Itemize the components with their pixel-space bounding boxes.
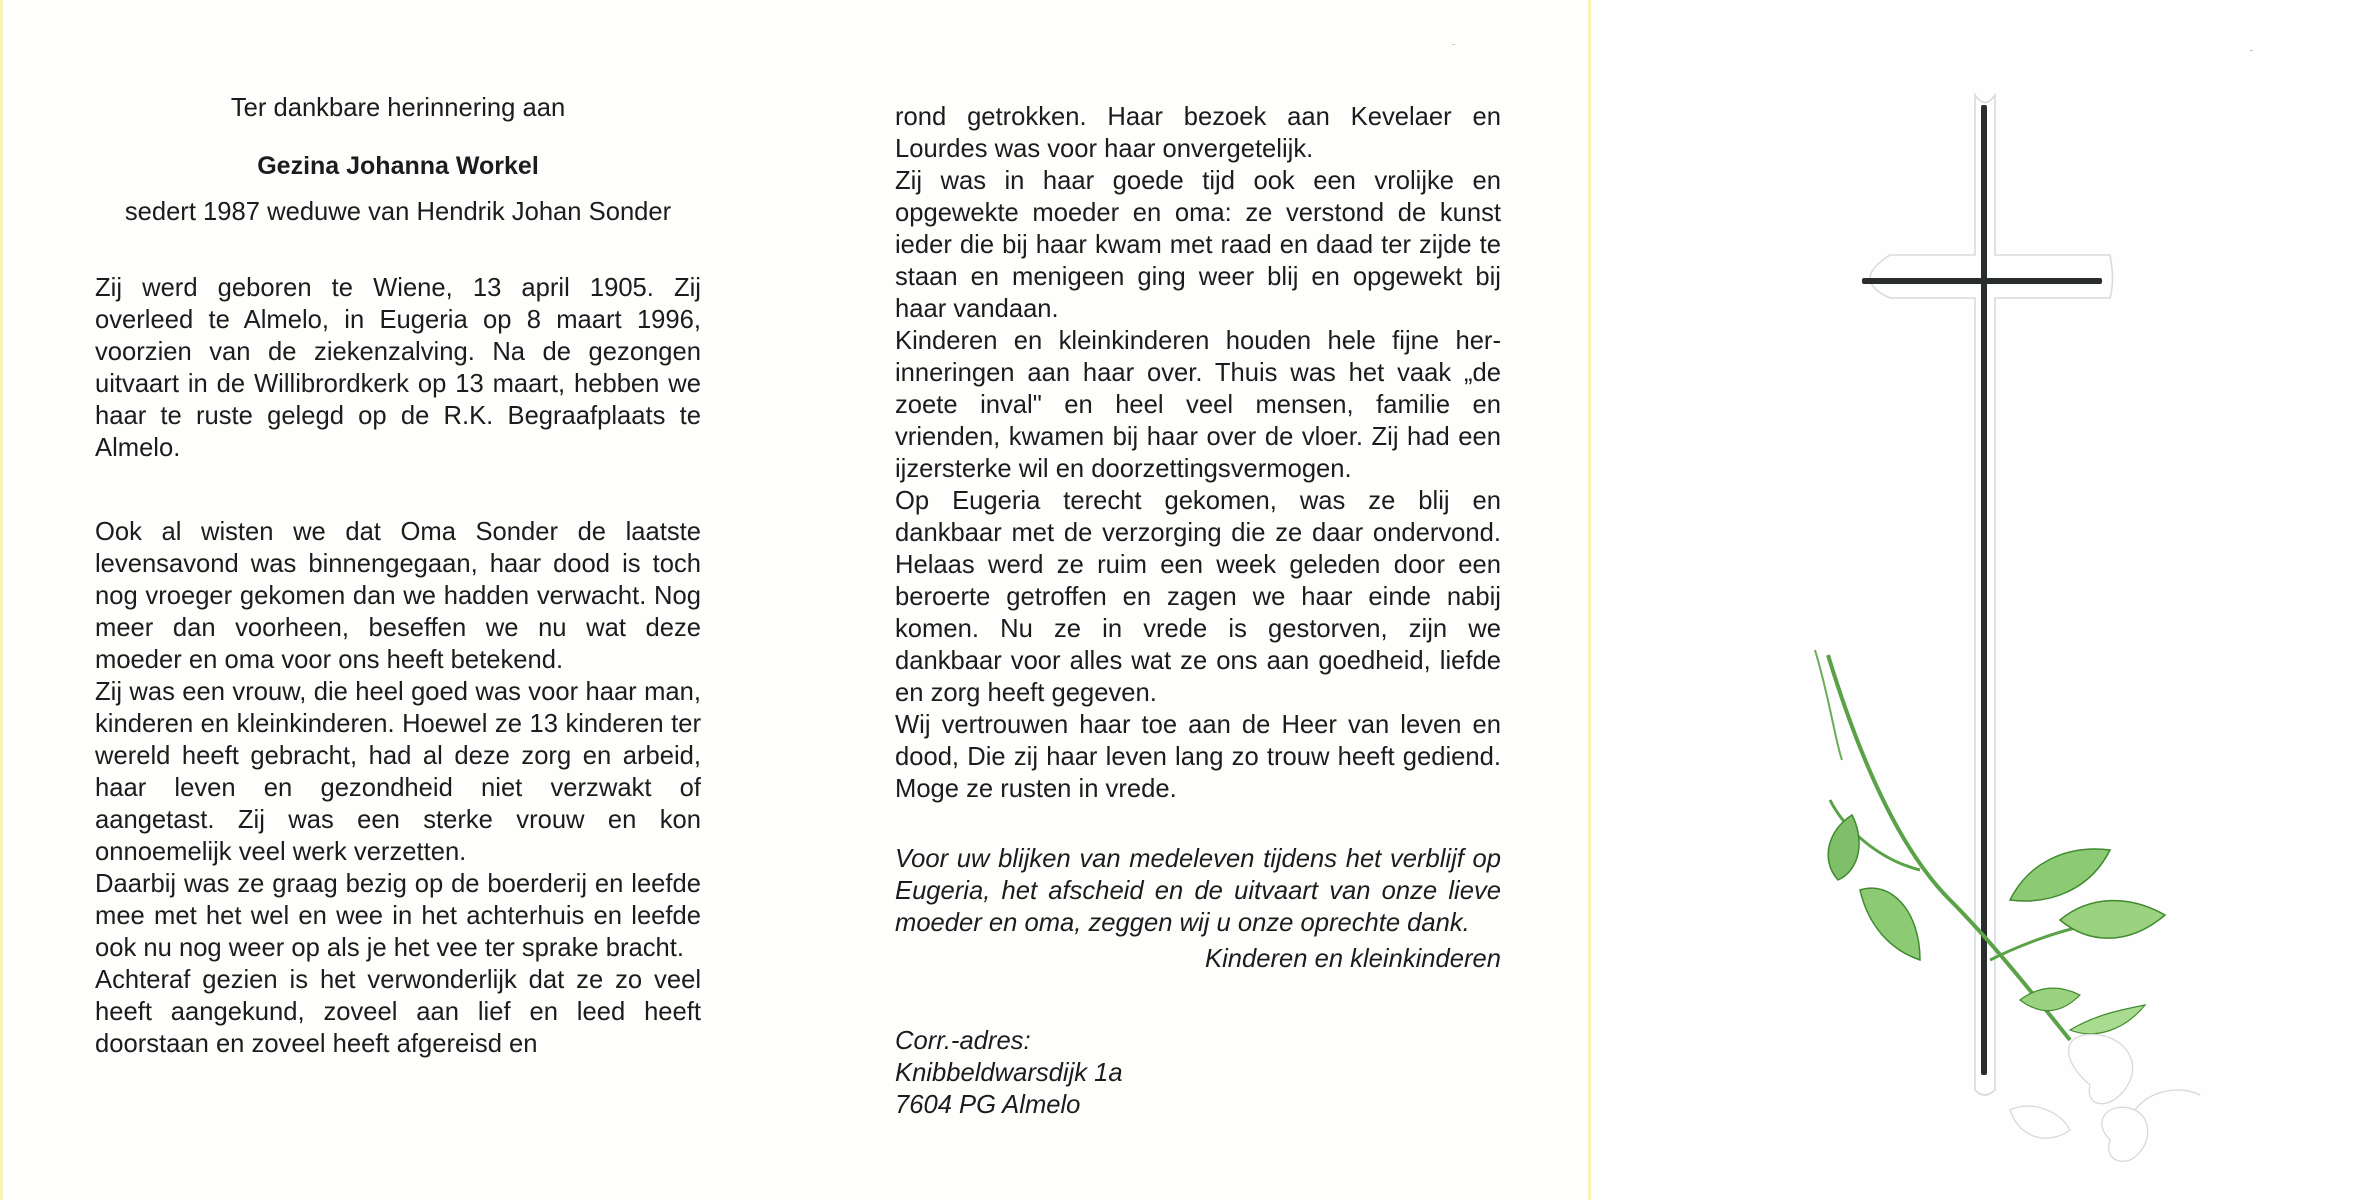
card-header — [95, 92, 701, 228]
deceased-name: Gezina Johanna Workel — [257, 152, 539, 180]
rose-branch-icon — [1815, 650, 2165, 1040]
correspondence-address — [895, 1025, 1501, 1121]
middle-column-text — [895, 101, 1501, 805]
paragraph-pilgrimage: rond getrokken. Haar bezoek aan Kevelaer en Lourdes was voor haar onvergetelijk. — [895, 103, 1501, 163]
thanks-text: Voor uw blijken van medeleven tijdens het verblijf op Eugeria, het afscheid en de uitvaart van onze lieve moeder en oma, zeggen wij u onze oprechte dank. — [895, 845, 1501, 937]
paragraph-remembrance: Ook al wisten we dat Oma Sonder de laatste levensavond was binnengegaan, haar dood is toch nog vroeger gekomen dan we hadden verwacht. Nog meer dan voorheen, beseffen we nu wat deze moeder en oma voor ons heeft betekend. — [95, 518, 701, 674]
address-label: Corr.-adres: — [895, 1027, 1031, 1055]
paragraph-cheerful: Zij was in haar goede tijd ook een vrolijke en opgewekte moeder en oma: ze verstond de kunst ieder die bij haar kwam met raad en daad ter zijde te staan en menigeen ging weer blij en opgewekt bij haar vandaan. — [895, 167, 1501, 323]
speck — [2250, 50, 2253, 51]
paragraph-eugeria: Op Eugeria terecht gekomen, was ze blij en dankbaar met de verzorging die ze daar ondervond. Helaas werd ze ruim een week geleden door een beroerte getroffen en zagen we haar einde nabij komen. Nu ze in vrede is gestorven, zijn we dankbaar voor alles wat ze ons aan goedheid, liefde en zorg heeft gegeven. — [895, 487, 1501, 707]
signature: Kinderen en kleinkinderen — [1205, 945, 1501, 973]
widow-line: sedert 1987 weduwe van Hendrik Johan Sonder — [124, 198, 672, 226]
address-city: 7604 PG Almelo — [895, 1091, 1081, 1119]
paragraph-memories: Kinderen en kleinkinderen houden hele fijne herinneringen aan haar over. Thuis was het vaak „de zoete inval" en heel veel mensen, familie en vrienden, kwamen bij haar over de vloer. Zij had een ijzersterke wil en doorzettingsvermogen. — [895, 327, 1501, 483]
address-street: Knibbeldwarsdijk 1a — [895, 1059, 1123, 1087]
paragraph-birth-death: Zij werd geboren te Wiene, 13 april 1905. Zij overleed te Almelo, in Eugeria op 8 maart 1996, voorzien van de ziekenzalving. Na de gezongen uitvaart in de Willibrordkerk op 13 maart, hebben we haar te ruste gelegd op de R.K. Begraafplaats te Almelo. — [95, 274, 701, 462]
paragraph-family: Zij was een vrouw, die heel goed was voor haar man, kinderen en kleinkinderen. Hoewel ze 13 kinderen ter wereld heeft gebracht, had al deze zorg en arbeid, haar leven en gezondheid niet verzwakt of aangetast. Zij was een sterke vrouw en kon onnoemelijk veel werk verzetten. — [95, 678, 701, 866]
left-edge — [0, 0, 3, 1200]
paragraph-travels: Achteraf gezien is het verwonderlijk dat ze zo veel heeft aangekund, zoveel aan lief en leed heeft doorstaan en zoveel heeft afgereisd en — [95, 966, 701, 1058]
embossed-rose — [2010, 1034, 2200, 1161]
paragraph-trust: Wij vertrouwen haar toe aan de Heer van leven en dood, Die zij haar leven lang zo trouw heeft gediend. Moge ze rusten in vrede. — [895, 711, 1501, 803]
cross-illustration — [1590, 0, 2361, 1200]
left-column-text — [95, 272, 701, 1060]
speck — [1452, 44, 1455, 45]
paragraph-farm: Daarbij was ze graag bezig op de boerderij en leefde mee met het wel en wee in het achterhuis en leefde ook nu nog weer op als je het vee ter sprake bracht. — [95, 870, 701, 962]
heading-text: Ter dankbare herinnering aan — [230, 94, 566, 122]
thanks-block — [895, 843, 1501, 975]
